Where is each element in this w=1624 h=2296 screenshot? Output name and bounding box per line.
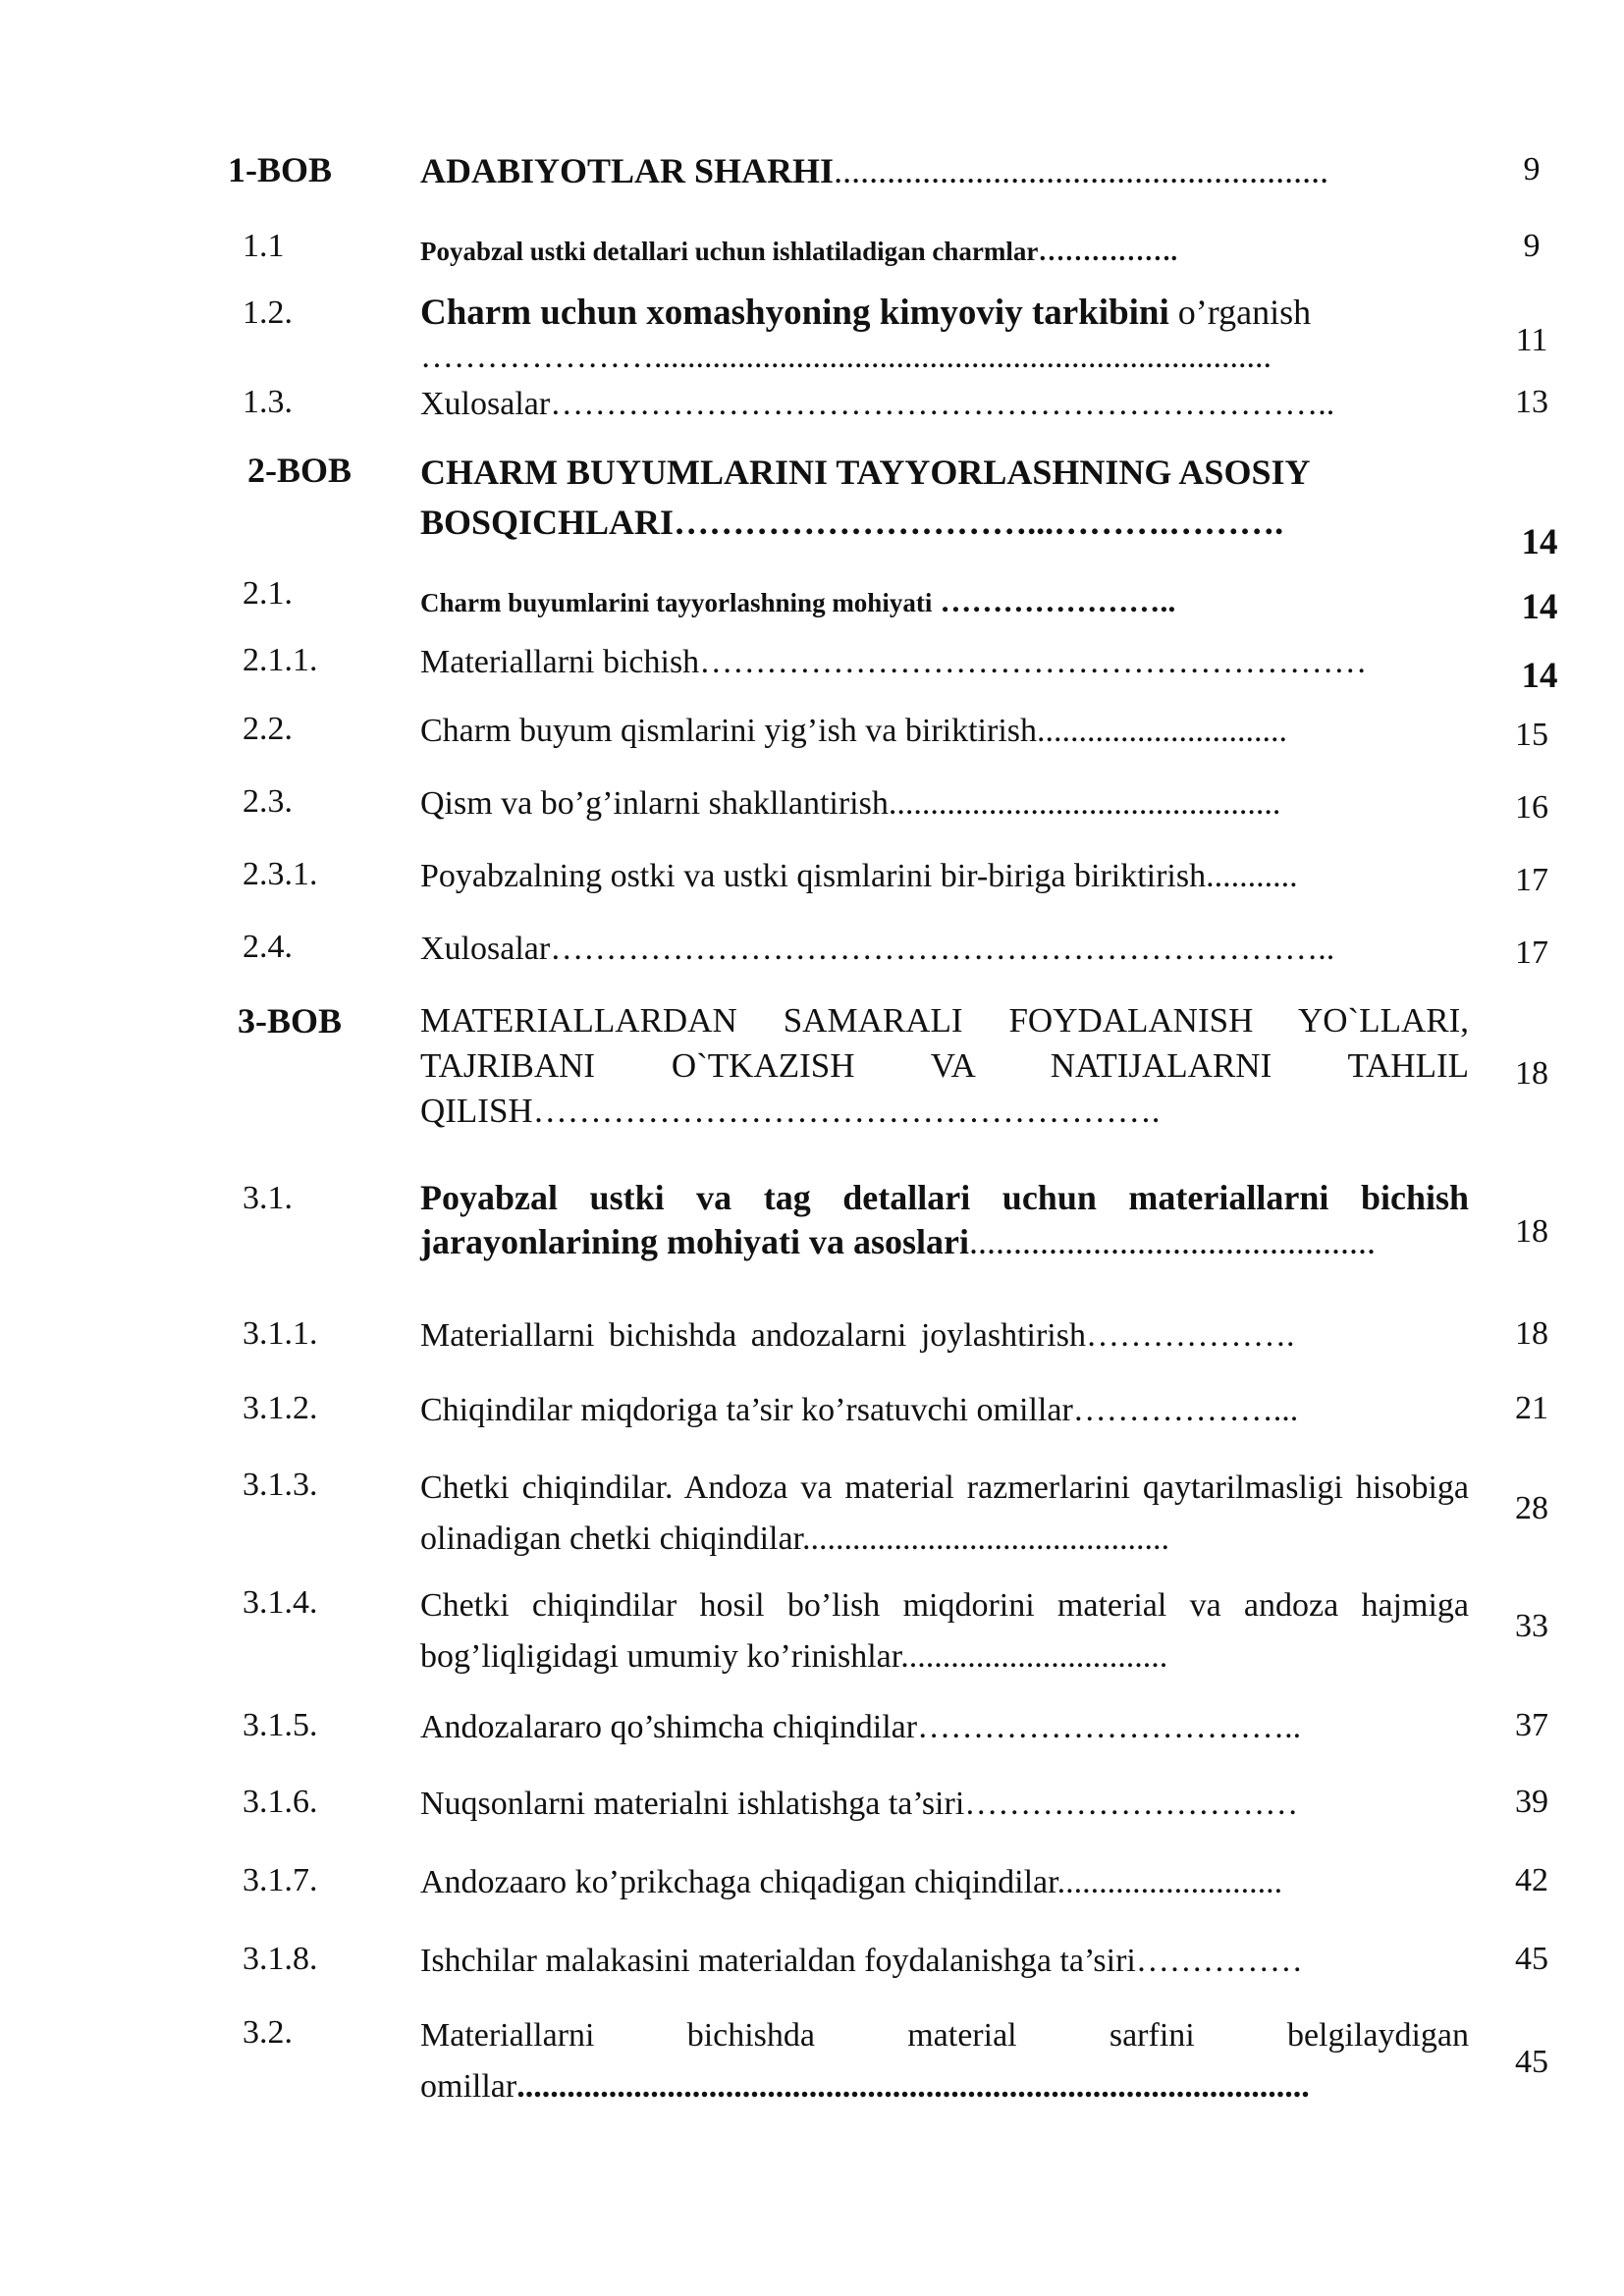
toc-leader: ……………………………………………….: [532, 1092, 1161, 1130]
toc-title: [420, 577, 1469, 627]
toc-leader: ...........................: [1056, 1864, 1283, 1900]
toc-leader: ..............................................: [969, 1222, 1377, 1261]
toc-number: 2.3.1.: [243, 856, 318, 892]
toc-page-number: 14: [1521, 522, 1558, 562]
toc-title: [420, 1463, 1469, 1565]
toc-page-number: 28: [1515, 1490, 1548, 1526]
toc-number: 3-BOB: [238, 1001, 343, 1041]
toc-title-text: Qism va bo’g’inlarni shakllantirish: [420, 785, 889, 822]
toc-page-number: 9: [1523, 151, 1541, 187]
toc-page-number: 39: [1515, 1784, 1548, 1820]
toc-title-text: Poyabzal ustki va tag detallari uchun materiallarni bichish jarayonlarining mohiyati va asoslari: [420, 1178, 1469, 1261]
toc-title-text: Poyabzal ustki detallari uchun ishlatiladigan charmlar: [420, 237, 1039, 266]
toc-leader: ……………………………………………………………..: [550, 386, 1335, 422]
toc-number: 3.1.2.: [243, 1390, 318, 1426]
toc-leader: ………………...: [1072, 1392, 1299, 1428]
toc-page-number: 13: [1515, 384, 1548, 420]
toc-page-number: 14: [1521, 587, 1558, 627]
toc-leader: ...........: [1206, 858, 1298, 894]
toc-leader: ……………………………………………………………..: [550, 931, 1335, 967]
toc-number: 1.2.: [243, 294, 293, 331]
toc-number: 1.3.: [243, 384, 293, 420]
toc-title: [420, 707, 1469, 755]
toc-title: [420, 1937, 1469, 1985]
toc-title-text: Charm uchun xomashyoning kimyoviy tarkibini: [420, 293, 1169, 333]
toc-title-text: Xulosalar: [420, 386, 551, 422]
toc-title: [420, 1580, 1469, 1682]
toc-leader: ...............................................: [888, 785, 1281, 822]
toc-title-text: Charm buyumlarini tayyorlashning mohiyati: [420, 588, 933, 617]
toc-number: 3.1.8.: [243, 1941, 318, 1977]
toc-leader: …………………..: [932, 583, 1176, 618]
toc-number: 3.1.6.: [243, 1784, 318, 1820]
toc-title: [420, 638, 1469, 686]
toc-leader: ........................................................: [834, 151, 1329, 190]
toc-page-number: 18: [1515, 1213, 1548, 1250]
toc-title: [420, 1780, 1469, 1828]
toc-leader: ……………: [1135, 1943, 1303, 1979]
toc-title-text: Materiallarni bichishda material sarfini belgilaydigan omillar: [420, 2017, 1469, 2105]
toc-title-text: Nuqsonlarni materialni ishlatishga ta’siri: [420, 1786, 965, 1822]
toc-title-text: Andozalararo qo’shimcha chiqindilar: [420, 1709, 918, 1745]
toc-number: 3.1.7.: [243, 1862, 318, 1898]
toc-title: [420, 380, 1469, 428]
toc-title: [420, 1386, 1469, 1434]
toc-title: [420, 147, 1461, 195]
toc-number: 3.1.1.: [243, 1315, 318, 1352]
toc-number: 2.3.: [243, 783, 293, 820]
toc-number: 2.2.: [243, 711, 293, 747]
toc-title-text: Charm buyum qismlarini yig’ish va biriktirish: [420, 713, 1038, 749]
toc-title: [420, 448, 1469, 548]
toc-number: 3.1.3.: [243, 1467, 318, 1503]
toc-number: 3.1.5.: [243, 1707, 318, 1743]
toc-leader: …………………………...……….……….: [674, 503, 1284, 542]
toc-number: 3.1.: [243, 1180, 293, 1216]
toc-page-number: 17: [1515, 862, 1548, 898]
toc-page-number: 45: [1515, 2044, 1548, 2080]
toc-title: [420, 998, 1469, 1134]
toc-page-number: 18: [1515, 1055, 1548, 1092]
toc-title: [420, 2010, 1469, 2112]
toc-page-number: 42: [1515, 1862, 1548, 1898]
toc-title-text: Poyabzalning ostki va ustki qismlarini bir-biriga biriktirish: [420, 858, 1207, 894]
toc-title-text: Chetki chiqindilar. Andoza va material razmerlarini qaytarilmasligi hisobiga olinadigan chetki chiqindilar: [420, 1469, 1469, 1557]
toc-page-number: 15: [1515, 717, 1548, 753]
toc-number: 3.1.4.: [243, 1584, 318, 1621]
toc-title: [420, 1858, 1469, 1906]
toc-title: [420, 779, 1469, 828]
toc-title-text: Xulosalar: [420, 931, 551, 967]
toc-leader: ...............................................................................................: [516, 2068, 1310, 2105]
toc-title-text: Materiallarni bichishda andozalarni joylashtirish: [420, 1317, 1086, 1354]
toc-leader: ............................................: [802, 1521, 1170, 1557]
toc-page-number: 16: [1515, 789, 1548, 826]
toc-title-text: Andozaaro ko’prikchaga chiqadigan chiqindilar: [420, 1864, 1057, 1900]
toc-title-text: ADABIYOTLAR SHARHI: [420, 151, 835, 190]
toc-page-number: 18: [1515, 1315, 1548, 1352]
toc-page-number: 45: [1515, 1941, 1548, 1977]
toc-page-number: 21: [1515, 1390, 1548, 1426]
toc-title: [420, 1703, 1469, 1751]
toc-title-text: Materiallarni bichish: [420, 644, 700, 680]
toc-page-number: 11: [1515, 322, 1548, 358]
toc-leader: ..............................: [1037, 713, 1288, 749]
toc-page-number: 9: [1523, 228, 1541, 264]
toc-title-rest: o’rganish: [1168, 293, 1312, 332]
toc-leader: ……………………………..: [917, 1709, 1302, 1745]
toc-page-number: 33: [1515, 1608, 1548, 1644]
toc-leader: …………………..........................................................................: [420, 339, 1272, 375]
toc-number: 1-BOB: [228, 150, 333, 189]
toc-page-number: 17: [1515, 934, 1548, 971]
toc-number: 3.2.: [243, 2014, 293, 2051]
toc-number: 2.1.1.: [243, 642, 318, 678]
toc-title-text: MATERIALLARDAN SAMARALI FOYDALANISH YO`LLARI, TAJRIBANI O`TKAZISH VA NATIJALARNI TAHLIL QILISH: [420, 1001, 1469, 1130]
toc-title: [420, 1176, 1469, 1264]
toc-title: [420, 228, 1469, 276]
toc-title-text: CHARM BUYUMLARINI TAYYORLASHNING ASOSIY BOSQICHLARI: [420, 453, 1310, 542]
toc-leader: ……………….: [1085, 1317, 1295, 1354]
toc-title-text: Ishchilar malakasini materialdan foydalanishga ta’siri: [420, 1943, 1136, 1979]
toc-title: [420, 291, 1469, 379]
toc-leader: ……………………………………………………: [699, 644, 1368, 680]
toc-title: [420, 925, 1469, 973]
toc-title-text: Chetki chiqindilar hosil bo’lish miqdorini material va andoza hajmiga bog’liqligidagi umumiy ko’rinishlar: [420, 1587, 1469, 1675]
toc-number: 2.4.: [243, 929, 293, 965]
toc-leader: …………….: [1038, 237, 1178, 266]
toc-page-number: 14: [1521, 656, 1558, 696]
toc-number: 1.1: [243, 228, 285, 264]
toc-leader: ................................: [900, 1638, 1168, 1675]
toc-leader: …………………………: [964, 1786, 1299, 1822]
toc-page-number: 37: [1515, 1707, 1548, 1743]
toc-title: [420, 852, 1469, 900]
toc-title-text: Chiqindilar miqdoriga ta’sir ko’rsatuvchi omillar: [420, 1392, 1073, 1428]
toc-number: 2.1.: [243, 575, 293, 612]
toc-title: [420, 1311, 1469, 1360]
toc-number: 2-BOB: [247, 451, 352, 490]
